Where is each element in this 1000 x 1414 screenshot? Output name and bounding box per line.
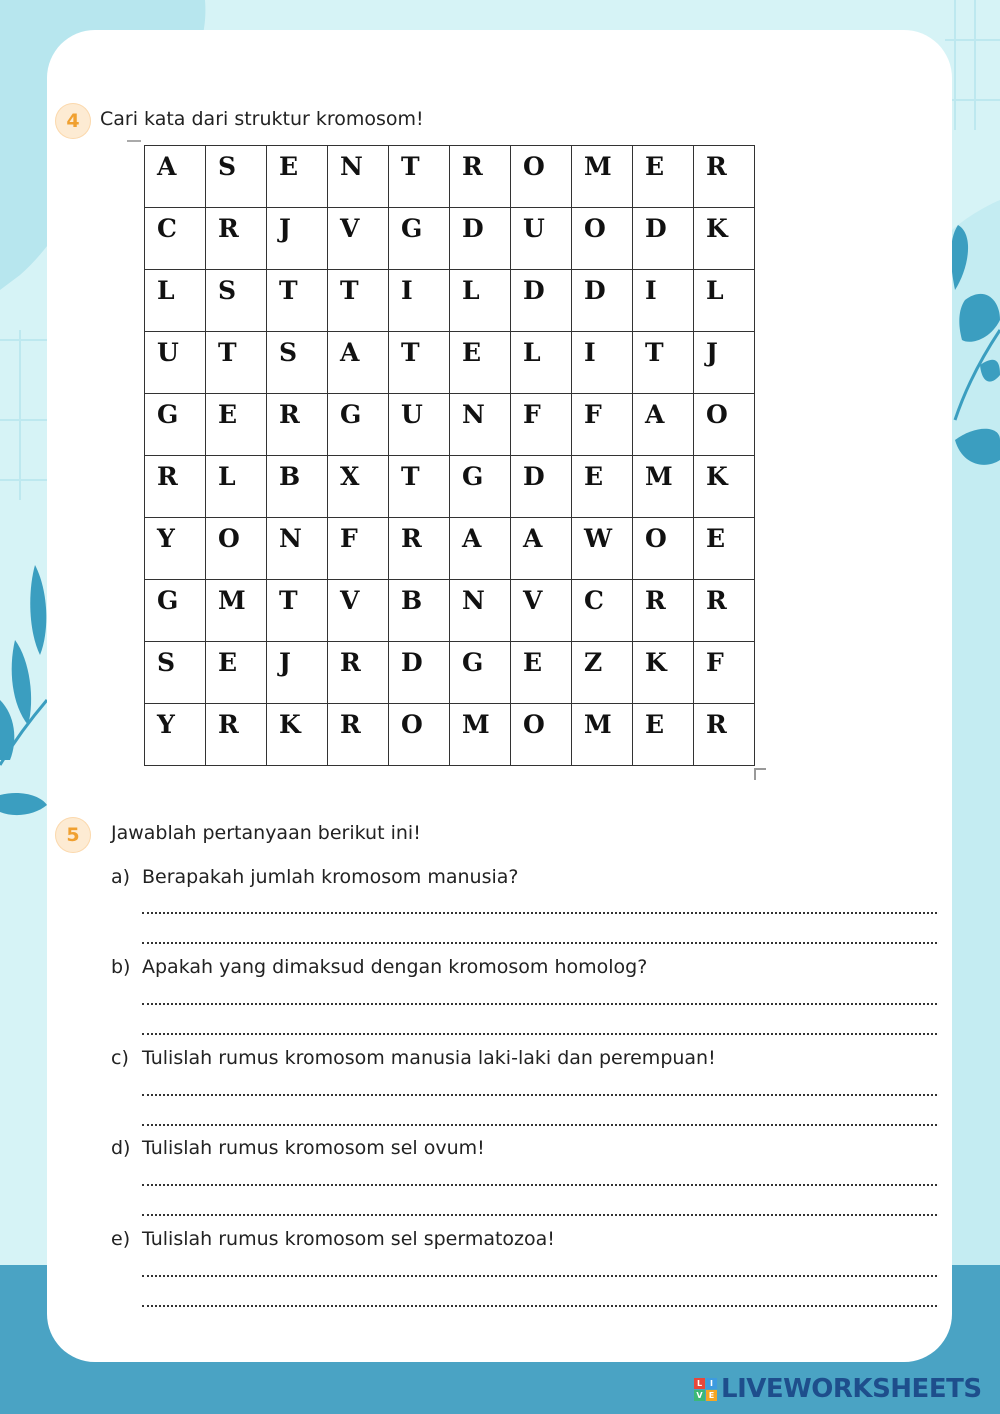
grid-cell[interactable] (694, 580, 755, 642)
grid-cell[interactable] (145, 456, 206, 518)
grid-cell[interactable] (389, 704, 450, 766)
answer-line[interactable] (142, 1094, 937, 1096)
grid-cell[interactable] (267, 332, 328, 394)
grid-cell[interactable] (206, 146, 267, 208)
grid-letter: V (340, 214, 360, 243)
grid-letter: E (584, 462, 604, 491)
grid-letter: I (584, 338, 596, 367)
grid-letter: G (157, 400, 179, 429)
grid-letter: R (218, 710, 239, 739)
grid-letter: U (157, 338, 179, 367)
grid-cell[interactable] (328, 456, 389, 518)
grid-letter: N (462, 400, 485, 429)
grid-letter: R (401, 524, 422, 553)
grid-letter: R (157, 462, 178, 491)
grid-letter: D (462, 214, 484, 243)
grid-cell[interactable] (572, 146, 633, 208)
question-item-a (111, 866, 518, 888)
grid-cell[interactable] (572, 332, 633, 394)
grid-cell[interactable] (389, 332, 450, 394)
grid-cell[interactable] (633, 394, 694, 456)
grid-cell[interactable] (328, 270, 389, 332)
grid-letter: O (401, 710, 423, 739)
grid-cell[interactable] (572, 704, 633, 766)
grid-cell[interactable] (206, 332, 267, 394)
grid-row (145, 580, 755, 642)
question-item-e (111, 1228, 555, 1250)
grid-cell[interactable] (450, 518, 511, 580)
grid-letter: I (645, 276, 657, 305)
grid-row (145, 394, 755, 456)
grid-letter: M (584, 710, 612, 739)
grid-letter: I (401, 276, 413, 305)
grid-cell[interactable] (145, 270, 206, 332)
grid-letter: G (462, 648, 484, 677)
grid-cell[interactable] (267, 580, 328, 642)
grid-cell[interactable] (328, 580, 389, 642)
grid-letter: O (523, 710, 545, 739)
grid-letter: A (462, 524, 482, 553)
grid-cell[interactable] (694, 208, 755, 270)
grid-cell[interactable] (450, 208, 511, 270)
table-corner-marker (754, 768, 766, 780)
right-blob (952, 200, 1000, 1265)
grid-cell[interactable] (694, 456, 755, 518)
grid-cell[interactable] (145, 208, 206, 270)
grid-letter: T (401, 462, 420, 491)
grid-cell[interactable] (145, 580, 206, 642)
grid-cell[interactable] (267, 208, 328, 270)
grid-letter: T (340, 276, 359, 305)
grid-letter: T (279, 586, 298, 615)
grid-letter: X (340, 462, 360, 491)
grid-cell[interactable] (145, 642, 206, 704)
brand-text: LIVEWORKSHEETS (721, 1374, 982, 1404)
grid-cell[interactable] (511, 642, 572, 704)
grid-cell[interactable] (389, 642, 450, 704)
grid-cell[interactable] (389, 518, 450, 580)
item-text: Tulislah rumus kromosom sel spermatozoa! (142, 1228, 555, 1250)
grid-letter: R (340, 648, 361, 677)
grid-letter: M (645, 462, 673, 491)
grid-cell[interactable] (694, 394, 755, 456)
grid-lines-top-right (945, 0, 1000, 130)
grid-cell[interactable] (694, 146, 755, 208)
question-4-title: Cari kata dari struktur kromosom! (100, 108, 424, 130)
grid-letter: J (279, 648, 291, 677)
grid-cell[interactable] (328, 394, 389, 456)
grid-cell[interactable] (267, 146, 328, 208)
grid-cell[interactable] (389, 456, 450, 518)
answer-line[interactable] (142, 1003, 937, 1005)
grid-letter: M (462, 710, 490, 739)
question-5-title: Jawablah pertanyaan berikut ini! (111, 822, 421, 844)
grid-letter: J (706, 338, 718, 367)
grid-letter: J (279, 214, 291, 243)
grid-letter: D (584, 276, 606, 305)
grid-letter: O (584, 214, 606, 243)
grid-cell[interactable] (206, 394, 267, 456)
grid-row (145, 208, 755, 270)
item-text: Apakah yang dimaksud dengan kromosom homolog? (142, 956, 648, 978)
grid-letter: N (462, 586, 485, 615)
grid-cell[interactable] (572, 642, 633, 704)
left-leaves (0, 565, 47, 815)
grid-letter: D (401, 648, 423, 677)
grid-cell[interactable] (633, 580, 694, 642)
grid-letter: L (157, 276, 175, 305)
grid-letter: E (462, 338, 482, 367)
grid-letter: N (279, 524, 302, 553)
answer-line[interactable] (142, 942, 937, 944)
grid-letter: V (523, 586, 543, 615)
grid-letter: G (401, 214, 423, 243)
logo-letter: L (694, 1378, 705, 1389)
grid-letter: E (218, 648, 238, 677)
grid-letter: T (401, 152, 420, 181)
grid-cell[interactable] (633, 208, 694, 270)
grid-letter: G (157, 586, 179, 615)
grid-letter: W (584, 524, 613, 553)
grid-letter: O (523, 152, 545, 181)
grid-cell[interactable] (572, 394, 633, 456)
grid-letter: F (584, 400, 602, 429)
grid-letter: O (706, 400, 728, 429)
grid-letter: R (706, 152, 727, 181)
grid-cell[interactable] (328, 642, 389, 704)
table-corner-marker (127, 140, 141, 146)
grid-cell[interactable] (145, 332, 206, 394)
grid-letter: K (706, 214, 728, 243)
grid-letter: F (340, 524, 358, 553)
grid-row (145, 270, 755, 332)
question-item-c (111, 1047, 716, 1069)
grid-cell[interactable] (511, 332, 572, 394)
grid-letter: G (462, 462, 484, 491)
grid-cell[interactable] (145, 518, 206, 580)
grid-letter: T (401, 338, 420, 367)
grid-letter: R (706, 586, 727, 615)
grid-cell[interactable] (267, 518, 328, 580)
grid-letter: S (157, 648, 176, 677)
grid-letter: O (218, 524, 240, 553)
grid-cell[interactable] (267, 270, 328, 332)
question-item-b (111, 956, 647, 978)
grid-cell[interactable] (450, 456, 511, 518)
grid-cell[interactable] (389, 394, 450, 456)
answer-line[interactable] (142, 1305, 937, 1307)
grid-cell[interactable] (206, 704, 267, 766)
logo-letter: V (694, 1390, 705, 1401)
grid-letter: L (462, 276, 480, 305)
grid-letter: K (706, 462, 728, 491)
grid-cell[interactable] (206, 518, 267, 580)
grid-cell[interactable] (572, 580, 633, 642)
answer-line[interactable] (142, 1033, 937, 1035)
grid-cell[interactable] (511, 208, 572, 270)
grid-cell[interactable] (511, 704, 572, 766)
grid-cell[interactable] (572, 270, 633, 332)
grid-cell[interactable] (206, 208, 267, 270)
item-letter: c) (111, 1047, 129, 1069)
grid-row (145, 518, 755, 580)
grid-letter: U (523, 214, 545, 243)
item-letter: a) (111, 866, 131, 888)
grid-letter: R (706, 710, 727, 739)
grid-cell[interactable] (633, 332, 694, 394)
grid-cell[interactable] (450, 580, 511, 642)
grid-letter: T (218, 338, 237, 367)
grid-cell[interactable] (328, 704, 389, 766)
grid-letter: E (645, 710, 665, 739)
grid-letter: R (340, 710, 361, 739)
grid-letter: A (645, 400, 665, 429)
grid-cell[interactable] (694, 704, 755, 766)
grid-letter: Y (157, 710, 175, 739)
grid-letter: M (584, 152, 612, 181)
grid-cell[interactable] (633, 518, 694, 580)
grid-cell[interactable] (633, 270, 694, 332)
grid-letter: E (645, 152, 665, 181)
question-4-badge: 4 (55, 103, 91, 139)
grid-cell[interactable] (145, 704, 206, 766)
grid-cell[interactable] (328, 208, 389, 270)
grid-row (145, 642, 755, 704)
grid-cell[interactable] (633, 704, 694, 766)
grid-letter: G (340, 400, 362, 429)
grid-letter: A (523, 524, 543, 553)
grid-cell[interactable] (694, 270, 755, 332)
grid-letter: T (645, 338, 664, 367)
grid-letter: K (279, 710, 301, 739)
grid-cell[interactable] (206, 270, 267, 332)
grid-lines-left (0, 330, 47, 500)
grid-letter: E (523, 648, 543, 677)
grid-letter: E (706, 524, 726, 553)
grid-cell[interactable] (450, 642, 511, 704)
grid-letter: B (401, 586, 423, 615)
grid-letter: V (340, 586, 360, 615)
grid-cell[interactable] (511, 580, 572, 642)
item-text: Berapakah jumlah kromosom manusia? (142, 866, 519, 888)
grid-letter: U (401, 400, 423, 429)
grid-row (145, 146, 755, 208)
grid-cell[interactable] (267, 456, 328, 518)
grid-letter: E (279, 152, 299, 181)
grid-cell[interactable] (206, 580, 267, 642)
grid-cell[interactable] (450, 146, 511, 208)
grid-cell[interactable] (328, 518, 389, 580)
grid-letter: Y (157, 524, 175, 553)
grid-cell[interactable] (572, 456, 633, 518)
liveworksheets-brand[interactable] (694, 1374, 982, 1404)
grid-letter: K (645, 648, 667, 677)
grid-letter: L (218, 462, 236, 491)
grid-cell[interactable] (328, 332, 389, 394)
grid-letter: R (645, 586, 666, 615)
grid-cell[interactable] (328, 146, 389, 208)
grid-cell[interactable] (389, 580, 450, 642)
grid-cell[interactable] (633, 456, 694, 518)
item-text: Tulislah rumus kromosom sel ovum! (142, 1137, 485, 1159)
word-search-grid (144, 145, 755, 766)
grid-cell[interactable] (633, 642, 694, 704)
grid-cell[interactable] (511, 518, 572, 580)
grid-row (145, 704, 755, 766)
grid-cell[interactable] (694, 642, 755, 704)
answer-line[interactable] (142, 1124, 937, 1126)
grid-letter: F (706, 648, 724, 677)
grid-cell[interactable] (389, 146, 450, 208)
grid-row (145, 332, 755, 394)
item-letter: d) (111, 1137, 131, 1159)
grid-letter: Z (584, 648, 603, 677)
grid-letter: E (218, 400, 238, 429)
grid-cell[interactable] (206, 642, 267, 704)
grid-cell[interactable] (511, 456, 572, 518)
grid-letter: A (340, 338, 360, 367)
grid-letter: D (523, 276, 545, 305)
grid-letter: S (279, 338, 298, 367)
grid-letter: R (279, 400, 300, 429)
grid-cell[interactable] (450, 332, 511, 394)
answer-line[interactable] (142, 1214, 937, 1216)
grid-letter: N (340, 152, 363, 181)
answer-line[interactable] (142, 1184, 937, 1186)
grid-cell[interactable] (572, 518, 633, 580)
grid-letter: A (157, 152, 177, 181)
grid-cell[interactable] (511, 394, 572, 456)
logo-letter: I (706, 1378, 717, 1389)
grid-letter: D (645, 214, 667, 243)
grid-cell[interactable] (145, 146, 206, 208)
grid-letter: C (584, 586, 604, 615)
grid-letter: B (279, 462, 301, 491)
grid-letter: R (218, 214, 239, 243)
grid-letter: T (279, 276, 298, 305)
grid-cell[interactable] (267, 642, 328, 704)
item-letter: e) (111, 1228, 131, 1250)
grid-cell[interactable] (206, 456, 267, 518)
grid-cell[interactable] (450, 704, 511, 766)
grid-cell[interactable] (511, 146, 572, 208)
grid-cell[interactable] (145, 394, 206, 456)
grid-letter: D (523, 462, 545, 491)
grid-cell[interactable] (694, 332, 755, 394)
grid-row (145, 456, 755, 518)
grid-cell[interactable] (267, 394, 328, 456)
grid-cell[interactable] (694, 518, 755, 580)
grid-cell[interactable] (389, 270, 450, 332)
grid-cell[interactable] (267, 704, 328, 766)
grid-cell[interactable] (633, 146, 694, 208)
grid-letter: F (523, 400, 541, 429)
grid-letter: S (218, 152, 237, 181)
grid-cell[interactable] (572, 208, 633, 270)
grid-letter: L (706, 276, 724, 305)
question-item-d (111, 1137, 485, 1159)
item-letter: b) (111, 956, 131, 978)
logo-letter: E (706, 1390, 717, 1401)
grid-letter: C (157, 214, 177, 243)
item-text: Tulislah rumus kromosom manusia laki-laki dan perempuan! (142, 1047, 716, 1069)
grid-letter: M (218, 586, 246, 615)
grid-letter: O (645, 524, 667, 553)
grid-letter: L (523, 338, 541, 367)
liveworksheets-logo-icon (694, 1378, 717, 1401)
grid-cell[interactable] (450, 270, 511, 332)
grid-letter: S (218, 276, 237, 305)
answer-line[interactable] (142, 912, 937, 914)
grid-letter: R (462, 152, 483, 181)
answer-line[interactable] (142, 1275, 937, 1277)
grid-cell[interactable] (389, 208, 450, 270)
grid-cell[interactable] (450, 394, 511, 456)
question-5-badge: 5 (55, 817, 91, 853)
grid-cell[interactable] (511, 270, 572, 332)
